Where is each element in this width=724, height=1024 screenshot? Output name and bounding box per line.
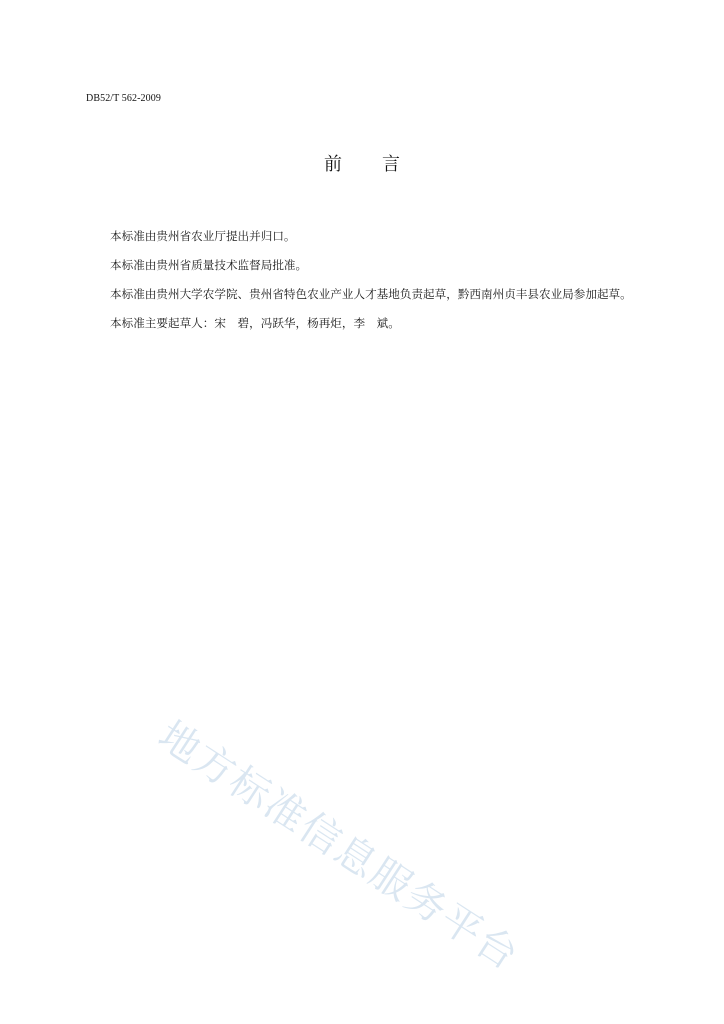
page-title [0,150,724,176]
paragraph-proposer: 本标准由贵州省农业厅提出并归口。 [110,229,296,243]
title-char-1: 前 [324,154,342,175]
foreword-body [86,222,658,338]
watermark: 地方标准信息服务平台 [150,712,528,980]
paragraph-drafters-people: 本标准主要起草人：宋 碧，冯跃华，杨再炬，李 斌。 [110,316,400,330]
paragraph-drafters-org: 本标准由贵州大学农学院、贵州省特色农业产业人才基地负责起草，黔西南州贞丰县农业局参加起草。 [110,287,632,301]
paragraph-approver: 本标准由贵州省质量技术监督局批准。 [110,258,308,272]
title-char-2: 言 [382,154,400,175]
document-code: DB52/T 562-2009 [86,93,161,104]
